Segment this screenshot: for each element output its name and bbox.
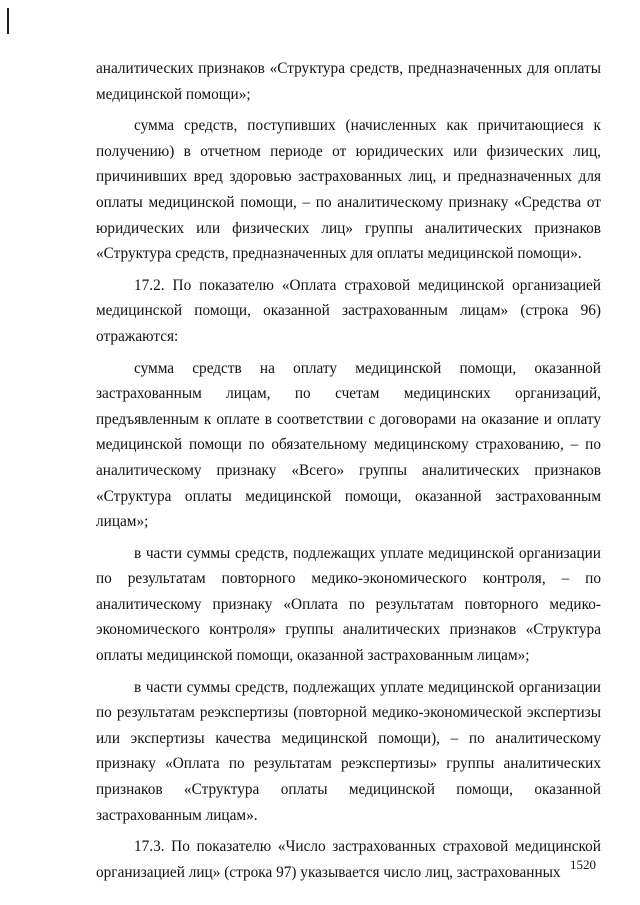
paragraph-1: аналитических признаков «Структура средств, предназначенных для оплаты медицинской помощи»; xyxy=(96,60,601,103)
paragraph-4: сумма средств на оплату медицинской помощи, оказанной застрахованным лицам, по счетам медицинских организаций, предъявленным к оплате в соответствии с договорами на оказание и оплату медицинской помощи по обязательному медицинскому страхованию, – по аналитическому признаку «Всего» группы аналитических признаков «Структура оплаты медицинской помощи, оказанной застрахованным лицам»; xyxy=(96,359,601,531)
page-number: 1520 xyxy=(570,857,596,872)
paragraph-6: в части суммы средств, подлежащих уплате медицинской организации по результатам реэкспертизы (повторной медико-экономической экспертизы или экспертизы качества медицинской помощи), – по аналитическому признаку «Оплата по результатам реэкспертизы» группы аналитических признаков «Структура оплаты медицинской помощи, оказанной застрахованным лицам». xyxy=(96,678,601,824)
paragraph-3: 17.2. По показателю «Оплата страховой медицинской организацией медицинской помощи, оказанной застрахованным лицам» (строка 96) отражаются: xyxy=(96,276,601,345)
paragraph-2: сумма средств, поступивших (начисленных как причитающиеся к получению) в отчетном периоде от юридических или физических лиц, причинивших вред здоровью застрахованных лиц, и предназначенных для оплаты медицинской помощи, – по аналитическому признаку «Средства от юридических или физических лиц» группы аналитических признаков «Структура средств, предназначенных для оплаты медицинской помощи». xyxy=(96,117,601,263)
document-page xyxy=(96,56,601,891)
margin-mark xyxy=(7,8,9,34)
paragraph-7: 17.3. По показателю «Число застрахованных страховой медицинской организацией лиц» (строка 97) указывается число лиц, застрахованных xyxy=(96,838,601,881)
paragraph-5: в части суммы средств, подлежащих уплате медицинской организации по результатам повторного медико-экономического контроля, – по аналитическому признаку «Оплата по результатам повторного медико-экономического контроля» группы аналитических признаков «Структура оплаты медицинской помощи, оказанной застрахованным лицам»; xyxy=(96,544,601,665)
